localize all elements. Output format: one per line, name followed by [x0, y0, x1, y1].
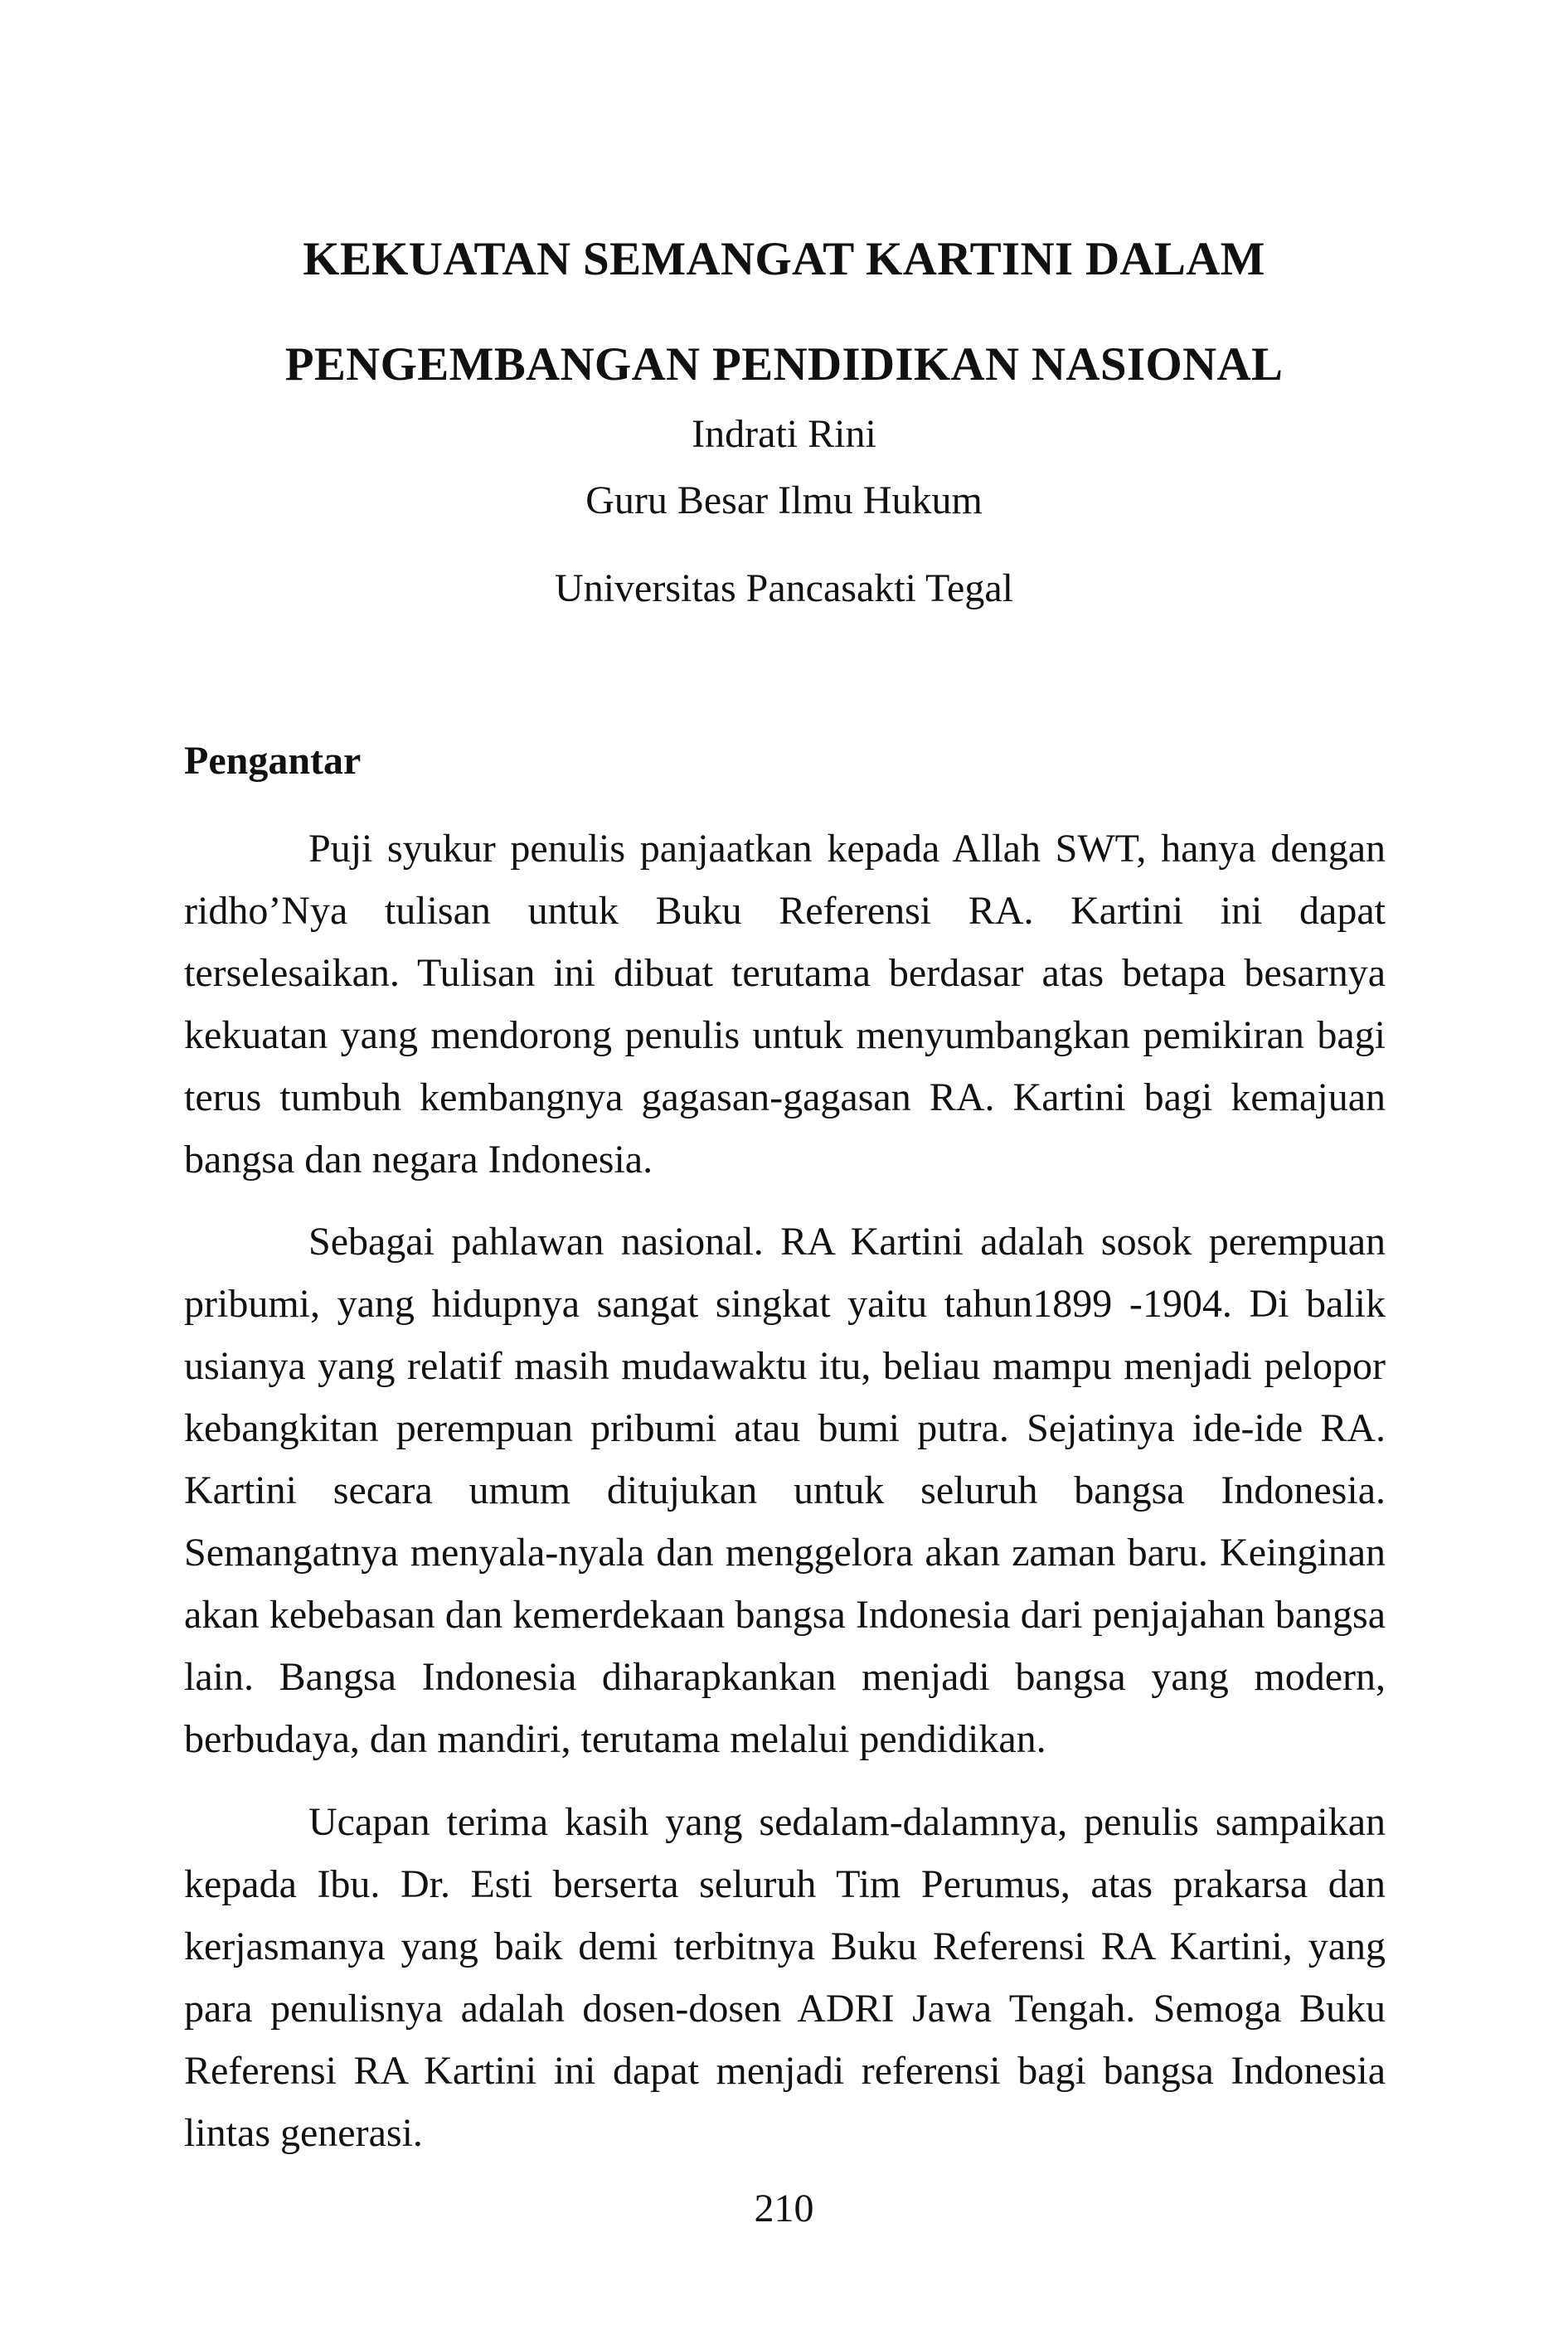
author-institution: Universitas Pancasakti Tegal [555, 566, 1013, 610]
author-position: Guru Besar Ilmu Hukum [585, 478, 983, 522]
author-name: Indrati Rini [692, 412, 876, 456]
paragraph-2: Sebagai pahlawan nasional. RA Kartini adalah sosok perempuan pribumi, yang hidupnya sangat singkat yaitu tahun1899 -1904. Di balik usianya yang relatif masih mudawaktu itu, beliau mampu menjadi pelopor kebangkitan perempuan pribumi atau bumi putra. Sejatinya ide-ide RA. Kartini secara umum ditujukan untuk seluruh bangsa Indonesia. Semangatnya menyala-nyala dan menggelora akan zaman baru. Keinginan akan kebebasan dan kemerdekaan bangsa Indonesia dari penjajahan bangsa lain. Bangsa Indonesia diharapkankan menjadi bangsa yang modern, berbudaya, dan mandiri, terutama melalui pendidikan. [184, 1220, 1386, 1761]
paragraph-3: Ucapan terima kasih yang sedalam-dalamnya, penulis sampaikan kepada Ibu. Dr. Esti berserta seluruh Tim Perumus, atas prakarsa dan kerjasmanya yang baik demi terbitnya Buku Referensi RA Kartini, yang para penulisnya adalah dosen-dosen ADRI Jawa Tengah. Semoga Buku Referensi RA Kartini ini dapat menjadi referensi bagi bangsa Indonesia lintas generasi. [184, 1800, 1386, 2155]
title-line-1: KEKUATAN SEMANGAT KARTINI DALAM [303, 233, 1265, 285]
paragraph-1: Puji syukur penulis panjaatkan kepada Allah SWT, hanya dengan ridho’Nya tulisan untuk Buku Referensi RA. Kartini ini dapat terselesaikan. Tulisan ini dibuat terutama berdasar atas betapa besarnya kekuatan yang mendorong penulis untuk menyumbangkan pemikiran bagi terus tumbuh kembangnya gagasan-gagasan RA. Kartini bagi kemajuan bangsa dan negara Indonesia. [184, 827, 1386, 1182]
page-number: 210 [754, 2186, 814, 2230]
section-heading: Pengantar [184, 739, 362, 783]
title-line-2: PENGEMBANGAN PENDIDIKAN NASIONAL [284, 338, 1284, 391]
